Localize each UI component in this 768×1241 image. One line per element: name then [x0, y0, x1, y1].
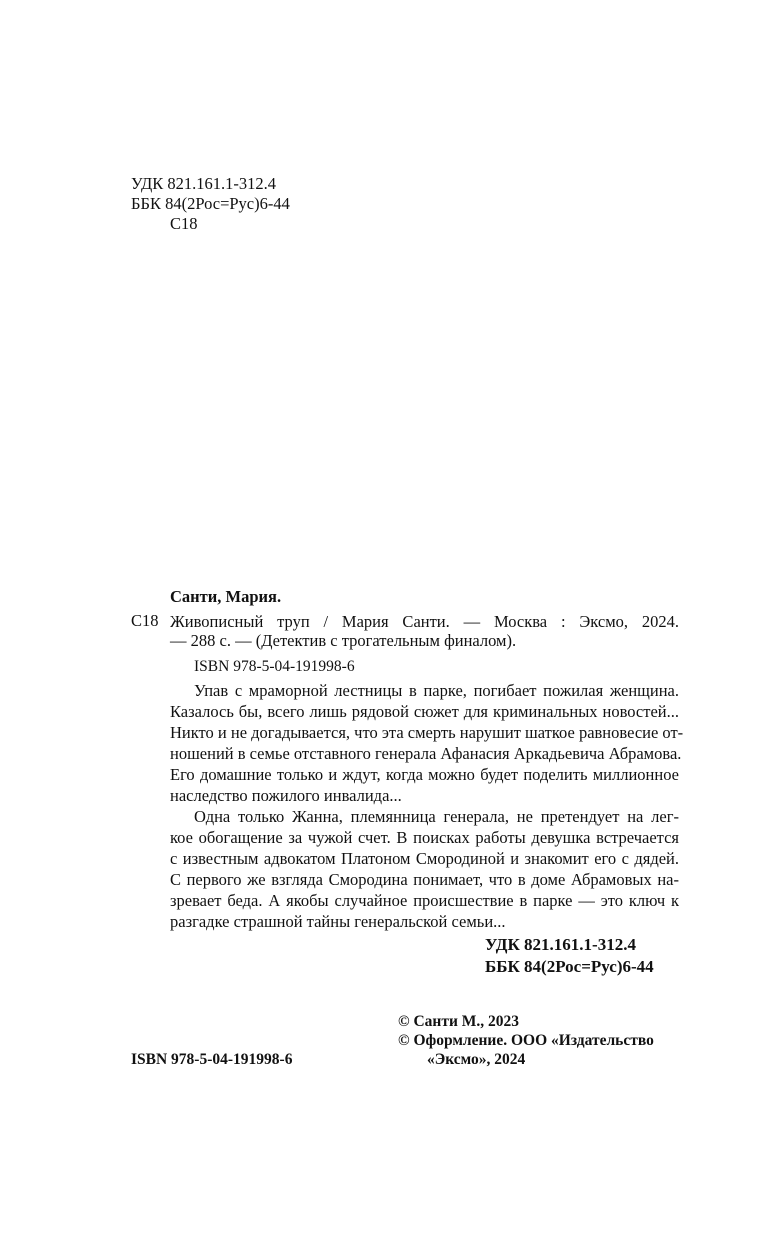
bbk-code-bottom: ББК 84(2Рос=Рус)6-44 [485, 957, 654, 976]
annotation-line: Одна только Жанна, племянница генерала, не претендует на лег- [194, 807, 679, 826]
author-heading: Санти, Мария. [170, 587, 282, 606]
annotation-line: Никто и не догадывается, что эта смерть нарушит шаткое равновесие от- [170, 723, 684, 742]
annotation-line: Казалось бы, всего лишь рядовой сюжет для криминальных новостей... [170, 702, 679, 721]
annotation-line: ношений в семье отставного генерала Афанасия Аркадьевича Абрамова. [170, 744, 682, 763]
annotation-line: кое обогащение за чужой счет. В поисках работы девушка встречается [170, 828, 679, 847]
annotation-line: Упав с мраморной лестницы в парке, погибает пожилая женщина. [194, 681, 679, 700]
annotation-line: наследство пожилого инвалида... [170, 786, 402, 805]
annotation-line: зревает беда. А якобы случайное происшествие в парке — это ключ к [170, 891, 679, 910]
udk-code-bottom: УДК 821.161.1-312.4 [485, 935, 636, 954]
title-line-2: — 288 с. — (Детектив с трогательным финалом). [170, 631, 517, 650]
copyright-design: © Оформление. ООО «Издательство [398, 1032, 654, 1049]
bbk-code-top: ББК 84(2Рос=Рус)6-44 [131, 194, 290, 213]
annotation-line: разгадке страшной тайны генеральской семьи... [170, 912, 506, 931]
title-line-1: Живописный труп / Мария Санти. — Москва : Эксмо, 2024. [170, 612, 679, 631]
annotation-line: Его домашние только и ждут, когда можно будет поделить миллионное [170, 765, 679, 784]
isbn-bottom: ISBN 978-5-04-191998-6 [131, 1051, 293, 1068]
copyright-publisher: «Эксмо», 2024 [427, 1051, 526, 1068]
author-mark-card: С18 [131, 611, 159, 630]
annotation-line: с известным адвокатом Платоном Смородиной и знакомит его с дядей. [170, 849, 679, 868]
author-mark-top: С18 [170, 214, 198, 233]
annotation-line: С первого же взгляда Смородина понимает, что в доме Абрамовых на- [170, 870, 679, 889]
isbn-card: ISBN 978-5-04-191998-6 [194, 658, 355, 675]
udk-code-top: УДК 821.161.1-312.4 [131, 174, 277, 193]
copyright-author: © Санти М., 2023 [398, 1013, 520, 1030]
